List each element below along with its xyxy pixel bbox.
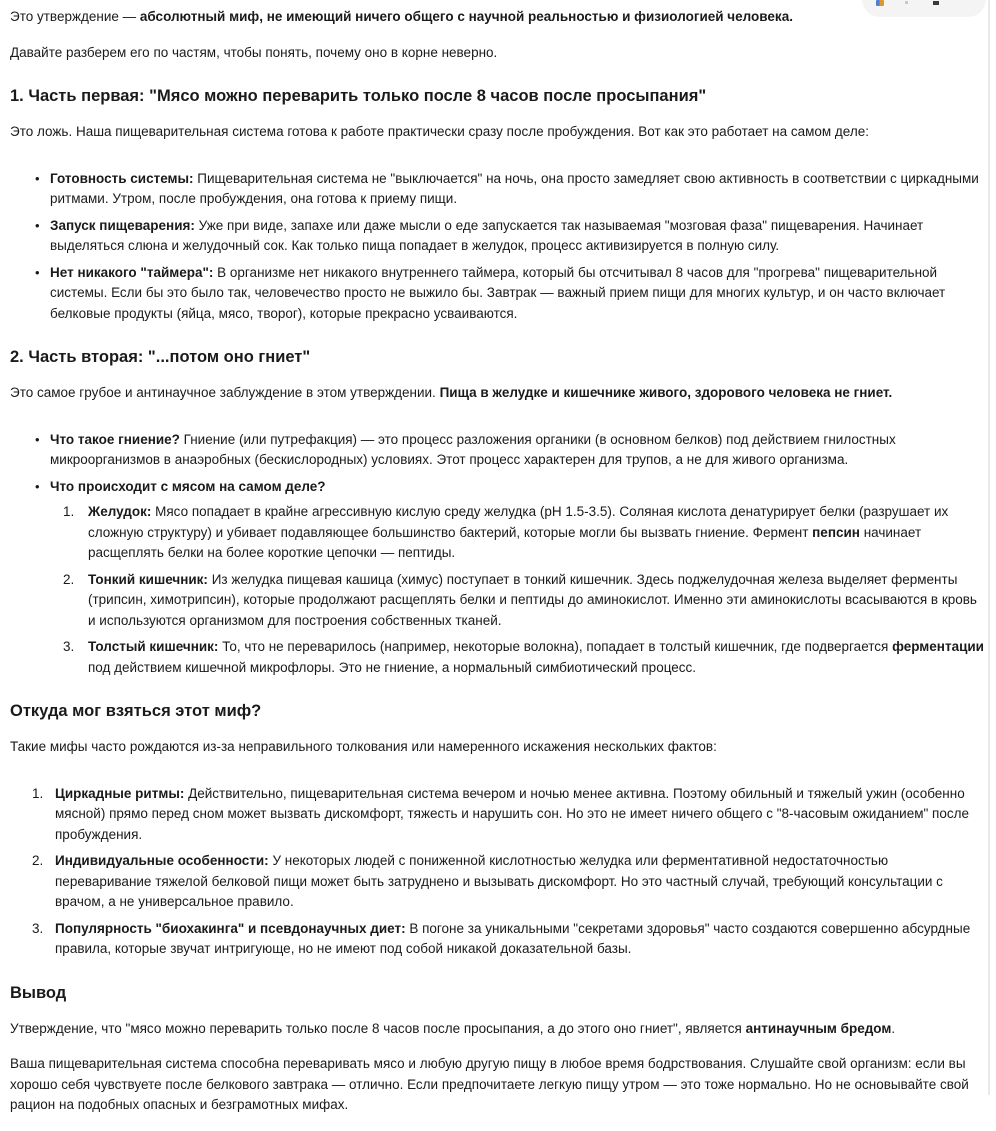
- body-text: Ваша пищеварительная система способна переваривать мясо и любую другую пищу в любое время бодрствования. Слушайте свой организм: если вы хорошо себя чувствуете после белкового завтрака — отлично. Если предпочитаете легкую пищу утром — это тоже нормально. Но не основывайте свой рацион на подобных опасных и безграмотных мифах.: [10, 1056, 969, 1112]
- body-text: Мясо попадает в крайне агрессивную кислую среду желудка (pH 1.5-3.5). Соляная кислота денатурирует белки (разрушает их сложную структуру) и убивает подавляющее большинство бактерий, которые могли бы вызвать гниение. Фермент: [88, 504, 949, 540]
- bold-text: Тонкий кишечник:: [88, 571, 208, 587]
- section-heading: [10, 700, 984, 722]
- paragraph: [10, 1054, 984, 1116]
- body-text: В погоне за уникальными "секретами здоровья" часто создаются совершенно абсурдные правила, которые звучат интригующе, но не имеют под собой никакой доказательной базы.: [55, 920, 971, 956]
- paragraph: [10, 7, 984, 28]
- list-item: [50, 169, 984, 210]
- bold-text: Вывод: [10, 983, 67, 1002]
- body-text: В организме нет никакого внутреннего таймера, который бы отсчитывал 8 часов для "прогрева" пищеварительной системы. Если бы это было так, человечество просто не выжило бы. Завтрак — важный прием пищи для многих культур, и он часто включает белковые продукты (яйца, мясо, творог), которые прекрасно усваиваются.: [50, 264, 946, 321]
- paragraph: [10, 1019, 984, 1040]
- body-text: Утверждение, что "мясо можно переварить только после 8 часов после просыпания, а до этого оно гниет", является: [10, 1020, 746, 1036]
- body-text: Пищеварительная система не "выключается" на ночь, она просто замедляет свою активность в соответствии с циркадными ритмами. Утром, после пробуждения, она готова к приему пищи.: [50, 170, 979, 206]
- bullet-list: [10, 430, 984, 679]
- body-text: под действием кишечной микрофлоры. Это не гниение, а нормальный симбиотический процесс.: [88, 659, 697, 675]
- bold-text: Популярность "биохакинга" и псевдонаучных диет:: [55, 920, 406, 936]
- list-item: [88, 502, 984, 564]
- bold-text: Что такое гниение?: [50, 431, 180, 447]
- list-item: [55, 784, 984, 846]
- list-item: [88, 570, 984, 632]
- list-item: [50, 216, 984, 257]
- list-item: [50, 430, 984, 471]
- paragraph: [10, 383, 984, 404]
- numbered-list: [50, 502, 984, 678]
- bold-text: антинаучным бредом: [745, 1020, 892, 1036]
- body-text: Это ложь. Наша пищеварительная система готова к работе практически сразу после пробуждения. Вот как это работает на самом деле:: [10, 124, 869, 139]
- bold-text: 1. Часть первая: "Мясо можно переварить только после 8 часов после просыпания": [10, 87, 707, 105]
- body-text: Это самое грубое и антинаучное заблуждение в этом утверждении.: [10, 385, 440, 400]
- bold-text: Пища в желудке и кишечнике живого, здорового человека не гниет.: [439, 385, 893, 400]
- body-text: Давайте разберем его по частям, чтобы понять, почему оно в корне неверно.: [10, 44, 498, 60]
- bullet-list: [10, 169, 984, 325]
- body-text: Это утверждение —: [10, 9, 140, 24]
- paragraph: [10, 43, 984, 64]
- list-item: [50, 477, 984, 679]
- list-item: [88, 637, 984, 678]
- body-text: Из желудка пищевая кашица (химус) поступает в тонкий кишечник. Здесь поджелудочная железа выделяет ферменты (трипсин, химотрипсин), которые продолжают расщеплять белки и пептиды до аминокислот. Именно эти аминокислоты всасываются в кровь и используются организмом для построения собственных тканей.: [88, 571, 977, 628]
- bold-text: Циркадные ритмы:: [55, 785, 185, 801]
- numbered-list: [10, 784, 984, 960]
- bold-text: Что происходит с мясом на самом деле?: [50, 478, 326, 494]
- bold-text: 2. Часть вторая: "...потом оно гниет": [10, 348, 311, 366]
- list-item: [50, 263, 984, 325]
- bold-text: абсолютный миф, не имеющий ничего общего с научной реальностью и физиологией человека.: [139, 9, 793, 24]
- body-text: Такие мифы часто рождаются из-за неправильного толкования или намеренного искажения нескольких фактов:: [10, 739, 717, 754]
- bold-text: пепсин: [812, 524, 860, 540]
- paragraph: [10, 122, 984, 143]
- section-heading: [10, 346, 984, 368]
- bold-text: Запуск пищеварения:: [50, 217, 195, 233]
- bold-text: ферментации: [892, 639, 984, 654]
- paragraph: [10, 737, 984, 758]
- body-text: Действительно, пищеварительная система вечером и ночью менее активна. Поэтому обильный и тяжелый ужин (особенно мясной) прямо перед сном может вызвать дискомфорт, тяжесть и нарушить сон. Но это не имеет ничего общего с "8-часовым ожиданием" после пробуждения.: [55, 785, 969, 842]
- bold-text: Индивидуальные особенности:: [55, 853, 269, 868]
- body-text: Гниение (или путрефакция) — это процесс разложения органики (в основном белков) под действием гнилостных микроорганизмов в анаэробных (бескислородных) условиях. Этот процесс характерен для трупов, а не для живого организма.: [50, 431, 896, 467]
- list-item: [55, 851, 984, 913]
- section-heading: [10, 982, 984, 1004]
- bold-text: Желудок:: [88, 504, 152, 519]
- body-text: Уже при виде, запахе или даже мысли о еде запускается так называемая "мозговая фаза" пищеварения. Начинает выделяться слюна и желудочный сок. Как только пища попадает в желудок, процесс активизируется в полную силу.: [50, 217, 924, 253]
- list-item: [55, 919, 984, 960]
- bold-text: Толстый кишечник:: [88, 639, 219, 654]
- bold-text: Откуда мог взяться этот миф?: [10, 702, 262, 720]
- bold-text: Готовность системы:: [50, 170, 194, 186]
- bold-text: Нет никакого "таймера":: [50, 264, 214, 280]
- body-text: .: [891, 1020, 896, 1036]
- body-text: То, что не переварилось (например, некоторые волокна), попадает в толстый кишечник, где подвергается: [218, 639, 893, 654]
- section-heading: [10, 85, 984, 107]
- body-text: У некоторых людей с пониженной кислотностью желудка или ферментативной недостаточностью переваривание тяжелой белковой пищи может быть затруднено и вызывать дискомфорт. Но это частный случай, требующий консультации с врачом, а не универсальное правило.: [55, 853, 943, 909]
- body-text: начинает расщеплять белки на более короткие цепочки — пептиды.: [88, 524, 922, 560]
